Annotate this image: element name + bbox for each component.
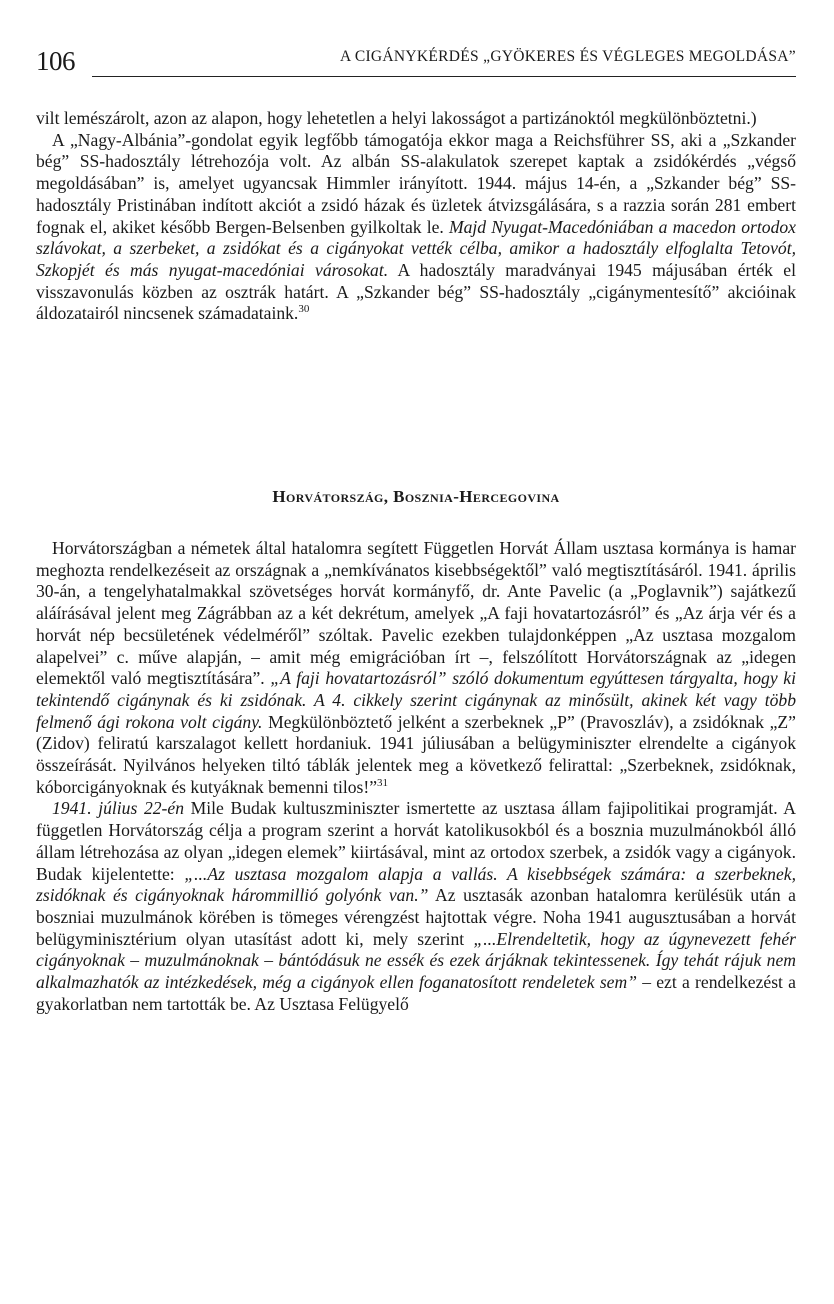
footnote-ref-31: 31	[377, 776, 389, 789]
text-block-top	[36, 108, 796, 325]
paragraph-albania: A „Nagy-Albánia”-gondolat egyik legfőbb támogatója ekkor maga a Reichsführer SS, aki a „Szkander bég” SS-hadosztály létrehozója volt. Az albán SS-alakulatok szerepet kaptak a zsidókérdés „végső megoldásában” is, amelyet ugyancsak Himmler irányított. 1944. május 14-én, a „Szkander bég” SS-hadosztály Pristinában indított akciót a zsidó házak és üzletek átvizsgálására, s a razzia során 281 embert fognak el, akiket később Bergen-Belsenben gyilkoltak le. Majd Nyugat-Macedóniában a macedon ortodox szlávokat, a szerbeket, a zsidókat és a cigányokat vették célba, amikor a hadosztály elfoglalta Tetovót, Szkopjét és más nyugat-macedóniai városokat. A hadosztály maradványai 1945 májusában érték el visszavonulás közben az osztrák határt. A „Szkander bég” SS-hadosztály „cigánymentesítő” akcióinak áldozatairól nincsenek számadataink.$^{30}$	[36, 129, 796, 324]
page-header	[36, 44, 796, 84]
paragraph-croatia: Horvátországban a németek által hatalomra segített Független Horvát Állam usztasa kormánya is hamar meghozta rendelkezéseit az országnak a „nemkívánatos kisebbségektől” való megtisztításáról. 1941. április 30-án, a tengelyhatalmakkal szövetséges horvát kormányfő, dr. Ante Pavelic (a „Poglavnik”) sajátkezű aláírásával jelent meg Zágrábban az a két dekrétum, amelyek „A faji hovatartozásról” és „Az árja vér és a horvát nép becsületének védelméről” szóltak. Pavelic ezekben tulajdonképpen „Az usztasa mozgalom alapelvei” c. műve alapján, – amit még emigrációban írt –, felszólított Horvátországnak az „idegen elemektől való megtisztítására”. „A faji hovatartozásról” szóló dokumentum egyúttesen tárgyalta, hogy ki tekintendő cigánynak és ki zsidónak. A 4. cikkely szerint cigánynak az minősült, akinek két vagy több felmenő ági rokona volt cigány. Megkülönböztető jelként a szerbeknek „P” (Pravoszláv), a zsidóknak „Z” (Zidov) feliratú karszalagot kellett hordaniuk. 1941 júliusában a belügyminiszter elrendelte a cigányok összeírását. Nyilvános helyeken tiltó táblák jelentek meg a következő felirattal: „Szerbeknek, zsidóknak, kóborcigányoknak és kutyáknak bemenni tilos!”$^{31}$	[36, 538, 796, 797]
section-heading: Horvátország, Bosznia-Hercegovina	[272, 487, 560, 506]
paragraph-continuation: vilt lemészárolt, azon az alapon, hogy lehetetlen a helyi lakosságot a partizánoktól megkülönböztetni.)	[36, 108, 757, 128]
footnote-ref-30: 30	[298, 303, 310, 316]
text-block-bottom	[36, 538, 796, 1015]
header-rule	[92, 76, 796, 77]
page-number: 106	[36, 46, 75, 76]
running-title: A CIGÁNYKÉRDÉS „GYÖKERES ÉS VÉGLEGES MEGOLDÁSA”	[340, 48, 796, 65]
paragraph-budak: 1941. július 22-én Mile Budak kultuszminiszter ismertette az usztasa állam fajipolitikai programját. A független Horvátország célja a program szerint a horvát katolikusokból és a bosznia muzulmánokból álló állam létrehozása az olyan „idegen elemek” kiirtásával, mint az ortodox szerbek, a zsidók vagy a cigányok. Budak kijelentette: „...Az usztasa mozgalom alapja a vallás. A kisebbségek számára: a szerbeknek, zsidóknak és cigányoknak hárommillió golyónk van.” Az usztasák azonban hatalomra kerülésük után a boszniai muzulmánok körében is tömeges vérengzést hajtottak végre. Noha 1941 augusztusában a horvát belügyminisztérium olyan utasítást adott ki, mely szerint „...Elrendeltetik, hogy az úgynevezett fehér cigányoknak – muzulmánoknak – bántódásuk ne essék és ezek árjáknak tekintessenek. Így tehát rájuk nem alkalmazhatók az intézkedések, még a cigányok ellen foganatosított rendeletek sem” – ezt a rendelkezést a gyakorlatban nem tartották be. Az Usztasa Felügyelő	[36, 798, 797, 1014]
